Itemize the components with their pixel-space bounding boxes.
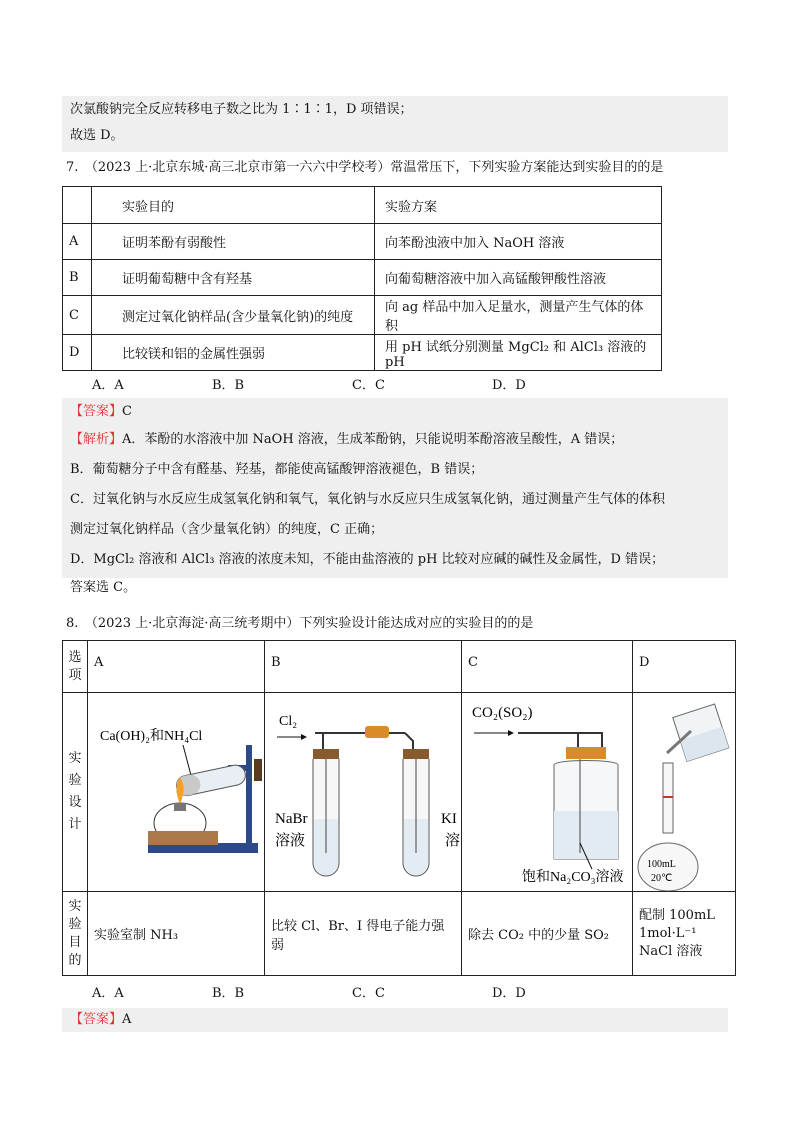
q7-row-plan: 向葡萄糖溶液中加入高锰酸钾酸性溶液 (375, 260, 662, 296)
diagram-c-solution-label: 饱和Na₂CO₃溶液 (522, 870, 624, 885)
q7-row-option: D (63, 335, 92, 371)
q8-goal-b: 比较 Cl、Br、I 得电子能力强弱 (265, 892, 462, 976)
q8-row-design-text: 实验设计 (68, 751, 82, 832)
choice-a: A．A (92, 378, 124, 393)
q8-row-goal-text: 实验目的 (68, 898, 82, 968)
diagram-a-cell (88, 693, 265, 892)
q7-answer-line (70, 402, 132, 422)
q7-analysis-line (70, 430, 623, 450)
q7-table (62, 186, 662, 371)
q8-opt-b: B (265, 641, 462, 693)
q8-opt-c: C (462, 641, 633, 693)
question-7-stem: 7. （2023 上·北京东城·高三北京市第一六六中学校考）常温常压下，下列实验方案能达到实验目的的是 (66, 160, 664, 175)
q7-row-plan: 用 pH 试纸分别测量 MgCl₂ 和 AlCl₃ 溶液的 pH (375, 335, 662, 371)
choice-b: B．B (212, 378, 245, 393)
q7-analysis-line: D．MgCl₂ 溶液和 AlCl₃ 溶液的浓度未知，不能由盐溶液的 pH 比较对应碱的碱性及金属性，D 错误； (70, 552, 665, 567)
diagram-a-label: Ca(OH)₂和NH₄Cl (100, 729, 203, 744)
q7-row-plan: 向苯酚浊液中加入 NaOH 溶液 (375, 224, 662, 260)
diagram-d-volume-label: 100mL (647, 859, 676, 870)
q8-opt-d: D (633, 641, 736, 693)
q8-col-header (63, 641, 88, 693)
q7-analysis-line: 答案选 C。 (70, 580, 137, 595)
q7-row-goal: 测定过氧化钠样品(含少量氧化钠)的纯度 (92, 296, 375, 335)
q8-answer-block (62, 1008, 728, 1032)
prev-analysis-line: 故选 D。 (70, 128, 124, 143)
diagram-a-ammonia-setup (88, 693, 264, 891)
q7-row-option: A (63, 224, 92, 260)
choice-d: D．D (492, 986, 526, 1001)
diagram-b-halogen-setup (265, 693, 461, 891)
choice-b: B．B (212, 986, 245, 1001)
q8-goal-c: 除去 CO₂ 中的少量 SO₂ (462, 892, 633, 976)
q7-analysis-line: B．葡萄糖分子中含有醛基、羟基，都能使高锰酸钾溶液褪色，B 错误； (70, 462, 484, 477)
q7-analysis-line: 测定过氧化钠样品（含少量氧化钠）的纯度，C 正确； (70, 522, 384, 537)
diagram-b-left-label: NaBr (275, 811, 308, 827)
prev-analysis-line: 次氯酸钠完全反应转移电子数之比为 1∶1∶1，D 项错误； (70, 102, 413, 117)
q8-row-design-label (63, 693, 88, 892)
diagram-b-cell (265, 693, 462, 892)
answer-value: A (122, 1012, 132, 1027)
q8-goal-d: 配制 100mL 1mol·L⁻¹ NaCl 溶液 (633, 892, 736, 976)
q8-opt-a: A (88, 641, 265, 693)
choice-c: C．C (352, 378, 385, 393)
answer-tag: 【答案】 (70, 404, 123, 419)
q7-analysis-line: C．过氧化钠与水反应生成氢氧化钠和氧气，氧化钠与水反应只生成氢氧化钠，通过测量产生气体的体积 (70, 492, 665, 507)
choice-d: D．D (492, 378, 526, 393)
q8-col-header-text: 选项 (68, 649, 82, 683)
q7-header-plan: 实验方案 (375, 187, 662, 224)
diagram-b-left-label-2: 溶液 (275, 833, 306, 849)
q7-row-goal: 证明苯酚有弱酸性 (92, 224, 375, 260)
choice-c: C．C (352, 986, 385, 1001)
diagram-d-volumetric-flask (633, 693, 733, 891)
question-8-stem: 8. （2023 上·北京海淀·高三统考期中）下列实验设计能达成对应的实验目的的是 (66, 616, 534, 631)
q7-row-goal: 比较镁和铝的金属性强弱 (92, 335, 375, 371)
diagram-b-right-label: KI (441, 811, 457, 827)
analysis-tag: 【解析】 (70, 432, 123, 447)
q8-table (62, 640, 736, 976)
q7-row-goal: 证明葡萄糖中含有羟基 (92, 260, 375, 296)
q8-row-goal-label (63, 892, 88, 976)
choice-a: A．A (92, 986, 124, 1001)
diagram-d-cell (633, 693, 736, 892)
diagram-b-right-label-2: 溶 (445, 833, 461, 849)
diagram-c-gas-wash-bottle (462, 693, 632, 891)
q7-row-option: C (63, 296, 92, 335)
diagram-c-cell (462, 693, 633, 892)
analysis-text: A．苯酚的水溶液中加 NaOH 溶液，生成苯酚钠，只能说明苯酚溶液呈酸性，A 错误； (122, 432, 624, 447)
q8-answer-line (70, 1010, 131, 1030)
q7-row-plan: 向 ag 样品中加入足量水，测量产生气体的体积 (375, 296, 662, 335)
answer-tag: 【答案】 (70, 1012, 123, 1027)
q7-row-option: B (63, 260, 92, 296)
diagram-b-gas-label: Cl₂ (279, 714, 298, 729)
diagram-c-gas-label: CO₂(SO₂) (472, 705, 533, 721)
q7-header-goal: 实验目的 (92, 187, 375, 224)
answer-value: C (122, 404, 132, 419)
q7-header-blank (63, 187, 92, 224)
diagram-d-temp-label: 20℃ (651, 873, 673, 884)
q8-goal-a: 实验室制 NH₃ (88, 892, 265, 976)
